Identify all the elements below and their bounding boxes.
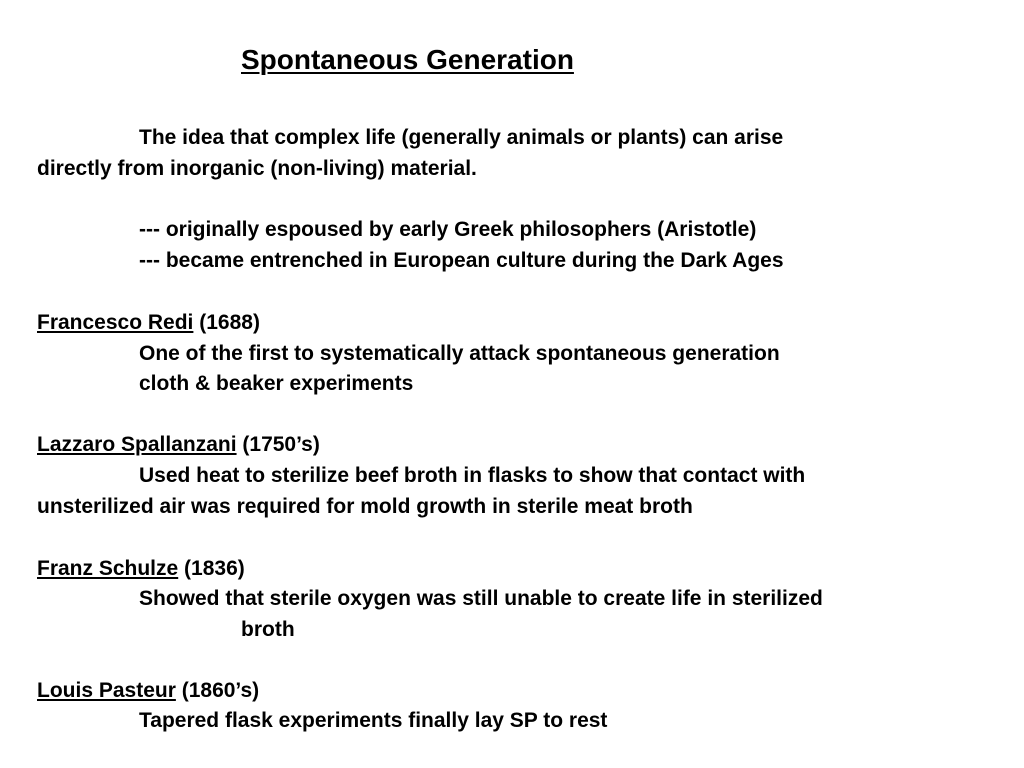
scientist-heading-spallanzani	[37, 431, 320, 459]
scientist-heading-pasteur	[37, 677, 259, 705]
slide-title: Spontaneous Generation	[241, 44, 574, 75]
definition-line-2: directly from inorganic (non-living) material.	[37, 157, 477, 180]
scientist-heading-schulze	[37, 555, 245, 583]
history-line-2: --- became entrenched in European culture during the Dark Ages	[139, 249, 784, 272]
scientist-detail-line: One of the first to systematically attack spontaneous generation	[139, 342, 780, 365]
scientist-detail-line: unsterilized air was required for mold growth in sterile meat broth	[37, 495, 693, 518]
scientist-detail-line: Tapered flask experiments finally lay SP to rest	[139, 709, 608, 732]
scientist-name: Lazzaro Spallanzani	[37, 433, 237, 456]
definition-line-1: The idea that complex life (generally animals or plants) can arise	[139, 126, 784, 149]
scientist-date: (1836)	[184, 557, 245, 580]
scientist-name: Louis Pasteur	[37, 679, 176, 702]
scientist-date: (1860’s)	[181, 679, 260, 702]
scientist-detail-line: broth	[241, 618, 295, 641]
history-line-1: --- originally espoused by early Greek philosophers (Aristotle)	[139, 218, 757, 241]
scientist-detail-line: cloth & beaker experiments	[139, 372, 414, 395]
scientist-date: (1688)	[199, 311, 260, 334]
scientist-heading-redi	[37, 309, 260, 337]
scientist-date: (1750’s)	[242, 433, 320, 456]
scientist-name: Francesco Redi	[37, 311, 194, 334]
scientist-detail-line: Showed that sterile oxygen was still unable to create life in sterilized	[139, 587, 823, 610]
scientist-detail-line: Used heat to sterilize beef broth in flasks to show that contact with	[139, 464, 806, 487]
scientist-name: Franz Schulze	[37, 557, 179, 580]
